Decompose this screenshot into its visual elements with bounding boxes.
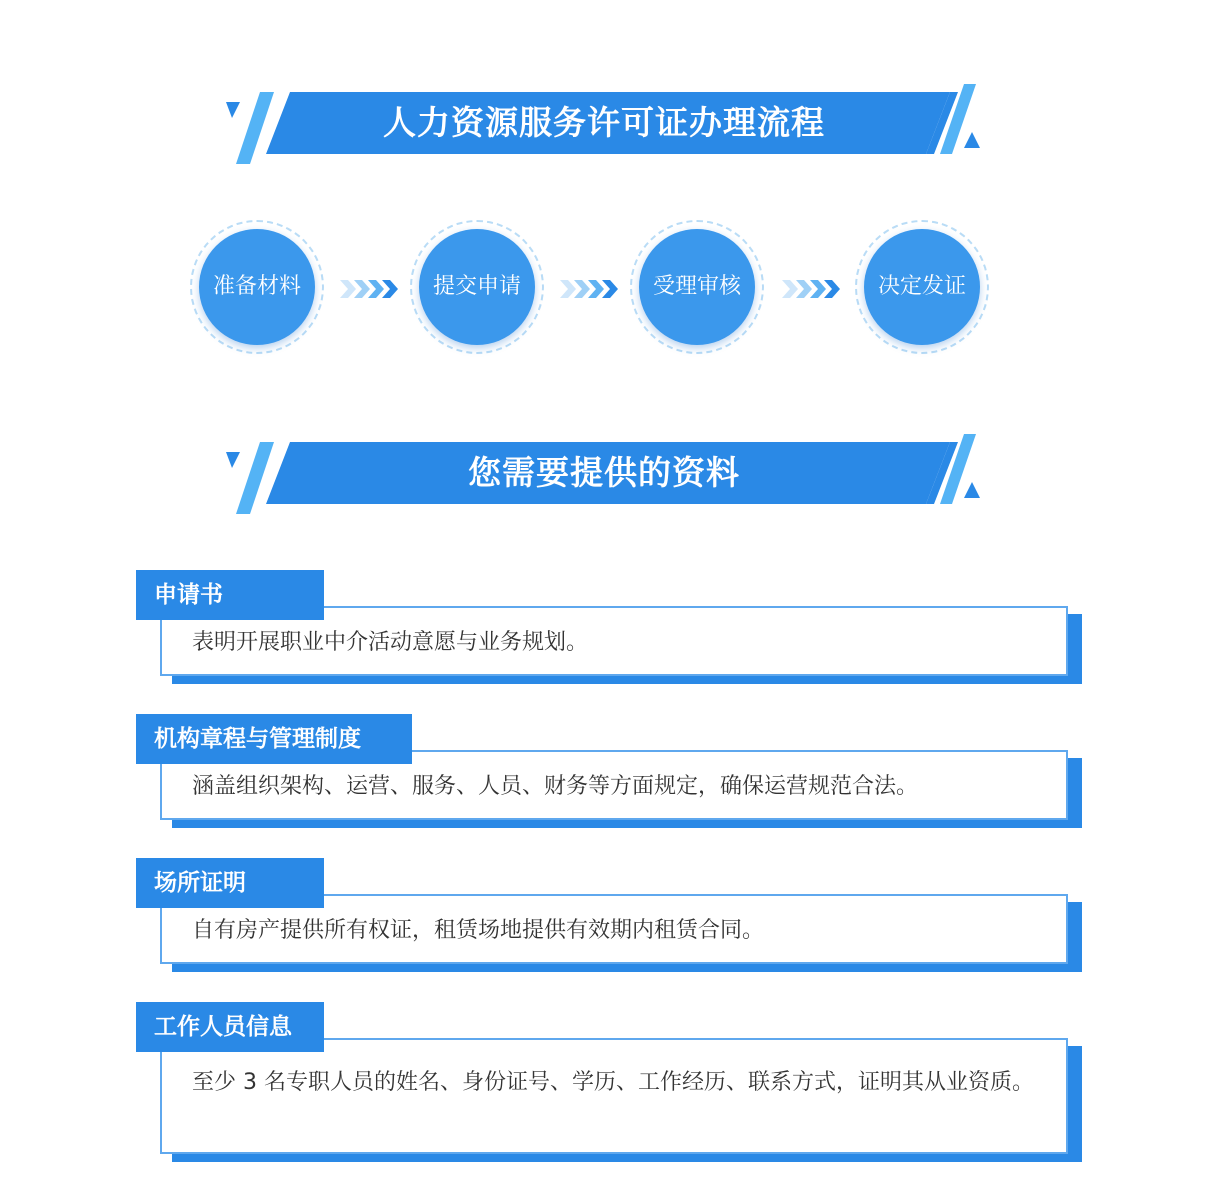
step-label: 准备材料	[212, 274, 301, 299]
material-card-premises	[136, 858, 1082, 972]
card-description: 至少 3 名专职人员的姓名、身份证号、学历、工作经历、联系方式，证明其从业资质。	[192, 1070, 1034, 1095]
card-description: 涵盖组织架构、运营、服务、人员、财务等方面规定，确保运营规范合法。	[192, 774, 919, 799]
process-banner	[226, 82, 982, 164]
step-review	[630, 220, 764, 354]
step-label: 受理审核	[652, 274, 741, 299]
process-steps	[0, 218, 1212, 358]
step-issue-license	[855, 220, 989, 354]
card-tag: 场所证明	[136, 858, 324, 908]
card-tag: 申请书	[136, 570, 324, 620]
chevron-right-triple-icon	[340, 278, 400, 300]
materials-title: 您需要提供的资料	[468, 453, 740, 492]
chevron-right-triple-icon	[782, 278, 842, 300]
card-description: 表明开展职业中介活动意愿与业务规划。	[192, 630, 589, 655]
card-tag: 机构章程与管理制度	[136, 714, 412, 764]
card-tag: 工作人员信息	[136, 1002, 324, 1052]
step-label: 提交申请	[432, 274, 521, 299]
materials-banner	[226, 432, 982, 514]
step-label: 决定发证	[877, 274, 966, 299]
step-submit-application	[410, 220, 544, 354]
chevron-right-triple-icon	[560, 278, 620, 300]
material-card-charter	[136, 714, 1082, 828]
card-description: 自有房产提供所有权证，租赁场地提供有效期内租赁合同。	[192, 918, 765, 943]
material-card-application	[136, 570, 1082, 684]
material-card-staff	[136, 1002, 1082, 1162]
process-title: 人力资源服务许可证办理流程	[383, 103, 825, 142]
step-prepare-materials	[190, 220, 324, 354]
